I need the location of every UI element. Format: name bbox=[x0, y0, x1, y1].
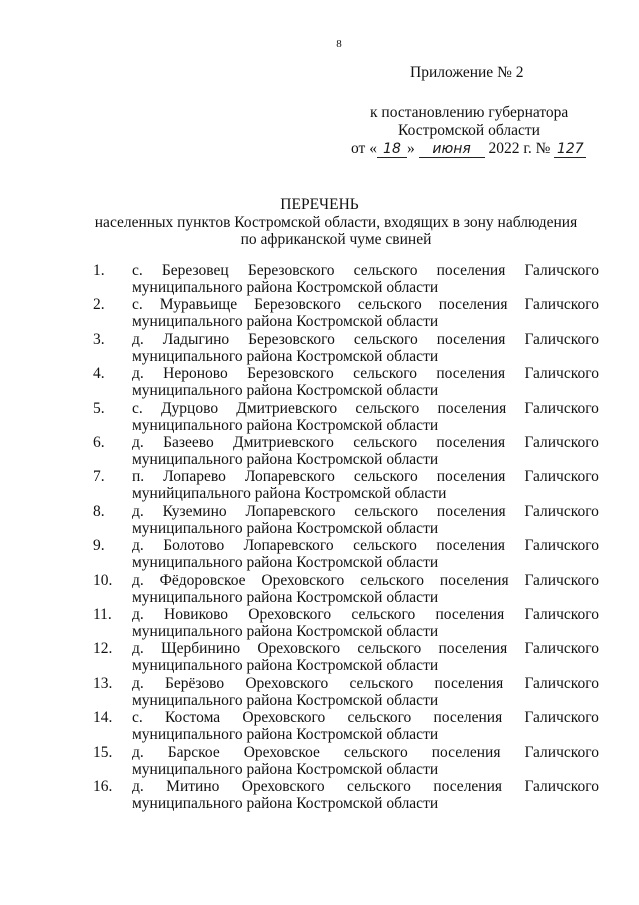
list-item-word: Дмитриевского bbox=[236, 399, 338, 417]
list-item-number: 14. bbox=[93, 709, 113, 727]
list-item-word: Дмитриевского bbox=[233, 434, 334, 451]
decree-number-handwritten: 127 bbox=[554, 142, 586, 158]
list-item-line-2: муниципального района Костромской области bbox=[132, 279, 439, 296]
decree-day-handwritten: 18 bbox=[377, 142, 407, 158]
decree-year: 2022 г. № bbox=[488, 140, 551, 157]
list-item-word: Галичского bbox=[524, 606, 599, 623]
list-item-line-1 bbox=[132, 675, 599, 692]
list-item-line-2: муниципального района Костромской области bbox=[132, 760, 439, 778]
list-item-line-1 bbox=[132, 262, 599, 279]
list-item-word: поселения bbox=[436, 537, 506, 555]
list-item-word: Ореховское bbox=[243, 743, 320, 761]
list-item-word: Березовского bbox=[247, 365, 334, 383]
list-item bbox=[0, 778, 639, 812]
list-item-word: поселения bbox=[438, 640, 508, 658]
list-item-line-2: муниципального района Костромской области bbox=[132, 554, 439, 572]
list-item-number: 13. bbox=[93, 674, 113, 692]
list-item-word: поселения bbox=[436, 330, 506, 348]
list-item-number: 11. bbox=[93, 606, 112, 623]
list-item-word: поселения bbox=[431, 743, 501, 761]
list-item-line-1 bbox=[132, 640, 599, 657]
list-item-word: поселения bbox=[436, 434, 506, 451]
list-item-word: поселения bbox=[434, 674, 504, 692]
list-item-word: сельского bbox=[355, 399, 420, 417]
list-item bbox=[0, 709, 639, 743]
list-item-word: Галичского bbox=[524, 571, 599, 589]
list-item bbox=[0, 640, 639, 674]
decree-month-handwritten: июня bbox=[419, 142, 485, 158]
list-item-word: д. bbox=[132, 434, 144, 451]
list-item-line-1 bbox=[132, 744, 599, 761]
list-item-word: сельского bbox=[353, 365, 417, 383]
list-item-word: Галичского bbox=[524, 468, 599, 486]
list-item-word: Лопарево bbox=[163, 468, 226, 486]
list-item-word: д. bbox=[132, 502, 144, 520]
list-item-number: 9. bbox=[93, 537, 105, 555]
list-item-word: Галичского bbox=[524, 262, 599, 279]
list-item-word: д. bbox=[132, 606, 144, 623]
list-item-word: д. bbox=[132, 674, 144, 692]
list-item-number: 2. bbox=[93, 296, 105, 314]
list-item-line-1 bbox=[132, 468, 599, 485]
list-item-line-2: муниципального района Костромской области bbox=[132, 726, 439, 744]
list-item-word: Лопаревского bbox=[245, 502, 336, 520]
list-item bbox=[0, 400, 639, 434]
list-item-word: Галичского bbox=[524, 296, 599, 314]
list-item-number: 3. bbox=[93, 330, 105, 348]
list-item-line-2: муниципального района Костромской области bbox=[132, 657, 439, 675]
list-item-word: д. bbox=[132, 778, 144, 795]
list-item-word: сельского bbox=[353, 468, 418, 486]
list-item-word: Лопаревского bbox=[244, 468, 335, 486]
list-item-word: сельского bbox=[351, 606, 416, 623]
list-item-word: сельского bbox=[353, 537, 417, 555]
list-item bbox=[0, 537, 639, 571]
list-item-word: Березовец bbox=[161, 262, 229, 279]
list-item-word: поселения bbox=[439, 571, 509, 589]
list-item-word: Нероново bbox=[163, 365, 228, 383]
list-item-word: Костома bbox=[164, 709, 221, 727]
list-item-word: сельского bbox=[347, 709, 412, 727]
list-item-word: сельского bbox=[353, 330, 418, 348]
list-item-word: поселения bbox=[436, 365, 506, 383]
list-item-word: Галичского bbox=[524, 709, 599, 727]
list-item-word: д. bbox=[132, 640, 144, 658]
decree-day-suffix: » bbox=[406, 140, 415, 157]
list-item-word: Галичского bbox=[524, 365, 599, 383]
list-item-word: Ореховского bbox=[242, 709, 326, 727]
list-item-word: Куземино bbox=[162, 502, 227, 520]
list-item-line-2: мунийципального района Костромской области bbox=[132, 485, 447, 503]
list-item-word: сельского bbox=[353, 262, 418, 279]
list-item-word: Галичского bbox=[524, 434, 599, 451]
list-item-word: сельского bbox=[360, 571, 424, 589]
list-item-word: Ореховского bbox=[241, 778, 325, 795]
list-item-line-2: муниципального района Костромской области bbox=[132, 416, 439, 434]
document-title: ПЕРЕЧЕНЬ bbox=[280, 196, 359, 213]
list-item-word: Березовского bbox=[247, 262, 335, 279]
list-item-line-1 bbox=[132, 778, 599, 795]
list-item-word: Базеево bbox=[163, 434, 214, 451]
list-item-word: поселения bbox=[433, 778, 503, 795]
list-item-word: д. bbox=[132, 365, 144, 383]
list-item-word: поселения bbox=[436, 502, 506, 520]
list-item-word: поселения bbox=[435, 606, 505, 623]
list-item-word: сельского bbox=[343, 743, 408, 761]
list-item-word: Митино bbox=[166, 778, 220, 795]
list-item-word: Галичского bbox=[524, 778, 599, 795]
list-item-line-1 bbox=[132, 434, 599, 451]
list-item-number: 16. bbox=[93, 778, 113, 795]
list-item-word: поселения bbox=[437, 399, 507, 417]
document-subtitle-line-1: населенных пунктов Костромской области, входящих в зону наблюдения bbox=[94, 214, 578, 231]
list-item-word: поселения bbox=[438, 296, 508, 314]
list-item-word: Дурцово bbox=[160, 399, 219, 417]
list-item-line-1 bbox=[132, 572, 599, 589]
list-item bbox=[0, 468, 639, 502]
list-item-word: Ладыгино bbox=[162, 330, 230, 348]
page-number: 8 bbox=[336, 38, 342, 50]
list-item-word: Галичского bbox=[524, 537, 599, 555]
list-item-number: 5. bbox=[93, 399, 105, 417]
list-item bbox=[0, 365, 639, 399]
list-item-word: Фёдоровское bbox=[159, 571, 246, 589]
list-item-word: поселения bbox=[433, 709, 503, 727]
list-item-word: Галичского bbox=[524, 502, 599, 520]
list-item bbox=[0, 434, 639, 468]
list-item-word: сельского bbox=[349, 674, 414, 692]
appendix-label: Приложение № 2 bbox=[410, 64, 524, 81]
list-item-line-1 bbox=[132, 400, 599, 417]
list-item-word: поселения bbox=[436, 262, 506, 279]
list-item-number: 1. bbox=[93, 262, 105, 279]
list-item-line-1 bbox=[132, 296, 599, 313]
list-item-word: с. bbox=[132, 296, 143, 314]
list-item-line-1 bbox=[132, 537, 599, 554]
list-item-number: 8. bbox=[93, 502, 105, 520]
list-item-line-1 bbox=[132, 503, 599, 520]
list-item-number: 6. bbox=[93, 434, 105, 451]
list-item bbox=[0, 262, 639, 296]
list-item-line-2: муниципального района Костромской области bbox=[132, 588, 439, 606]
list-item-word: Барское bbox=[167, 743, 220, 761]
list-item-word: Ореховского bbox=[261, 571, 345, 589]
list-item bbox=[0, 331, 639, 365]
list-item-word: Ореховского bbox=[248, 606, 332, 623]
list-item-word: сельского bbox=[347, 778, 411, 795]
list-item-word: Муравьище bbox=[159, 296, 238, 314]
list-item bbox=[0, 675, 639, 709]
list-item-line-1 bbox=[132, 606, 599, 623]
list-item-word: д. bbox=[132, 537, 144, 555]
decree-line-2: Костромской области bbox=[398, 122, 540, 139]
list-item-line-2: муниципального района Костромской области bbox=[132, 795, 439, 812]
list-item-word: Галичского bbox=[524, 399, 599, 417]
list-item-word: Галичского bbox=[524, 640, 599, 658]
list-item bbox=[0, 572, 639, 606]
list-item-word: Галичского bbox=[524, 743, 599, 761]
list-item-word: Галичского bbox=[524, 330, 599, 348]
list-item-number: 12. bbox=[93, 640, 113, 658]
list-item-word: Щербинино bbox=[161, 640, 241, 658]
list-item-word: сельского bbox=[357, 296, 422, 314]
decree-line-1: к постановлению губернатора bbox=[370, 104, 569, 121]
list-item-word: с. bbox=[132, 399, 143, 417]
list-item-word: Берёзово bbox=[164, 674, 225, 692]
list-item-word: Березовского bbox=[248, 330, 335, 348]
decree-date-prefix: от « bbox=[351, 140, 377, 157]
list-item-word: Березовского bbox=[254, 296, 341, 314]
list-item bbox=[0, 296, 639, 330]
list-item-number: 4. bbox=[93, 365, 105, 383]
list-item bbox=[0, 503, 639, 537]
list-item-line-1 bbox=[132, 331, 599, 348]
list-item-word: Галичского bbox=[524, 674, 599, 692]
list-item-number: 10. bbox=[93, 571, 113, 589]
document-subtitle-line-2: по африканской чуме свиней bbox=[240, 231, 432, 248]
list-item-number: 7. bbox=[93, 468, 105, 486]
list-item-word: сельского bbox=[353, 434, 418, 451]
list-item-word: п. bbox=[132, 468, 145, 486]
list-item-word: поселения bbox=[436, 468, 506, 486]
list-item-line-2: муниципального района Костромской области bbox=[132, 623, 439, 640]
list-item-line-2: муниципального района Костромской области bbox=[132, 691, 439, 709]
list-item-line-2: муниципального района Костромской области bbox=[132, 519, 439, 537]
list-item-line-2: муниципального района Костромской области bbox=[132, 382, 439, 400]
list-item-word: Лопаревского bbox=[243, 537, 334, 555]
list-item-word: Болотово bbox=[163, 537, 225, 555]
list-item-word: д. bbox=[132, 330, 144, 348]
list-item-line-2: муниципального района Костромской области bbox=[132, 451, 439, 468]
list-item-word: сельского bbox=[357, 640, 422, 658]
list-item-word: д. bbox=[132, 743, 144, 761]
list-item-line-2: муниципального района Костромской области bbox=[132, 313, 439, 331]
list-item bbox=[0, 744, 639, 778]
list-item-word: сельского bbox=[354, 502, 419, 520]
list-item-word: Новиково bbox=[164, 606, 229, 623]
list-item-number: 15. bbox=[93, 743, 113, 761]
list-item-word: с. bbox=[132, 709, 143, 727]
list-item-line-1 bbox=[132, 709, 599, 726]
list-item-word: Ореховского bbox=[257, 640, 341, 658]
list-item-word: д. bbox=[132, 571, 144, 589]
list-item bbox=[0, 606, 639, 640]
list-item-word: Ореховского bbox=[245, 674, 329, 692]
list-item-line-2: муниципального района Костромской области bbox=[132, 347, 439, 365]
list-item-line-1 bbox=[132, 365, 599, 382]
list-item-word: с. bbox=[132, 262, 143, 279]
decree-date bbox=[351, 140, 586, 158]
